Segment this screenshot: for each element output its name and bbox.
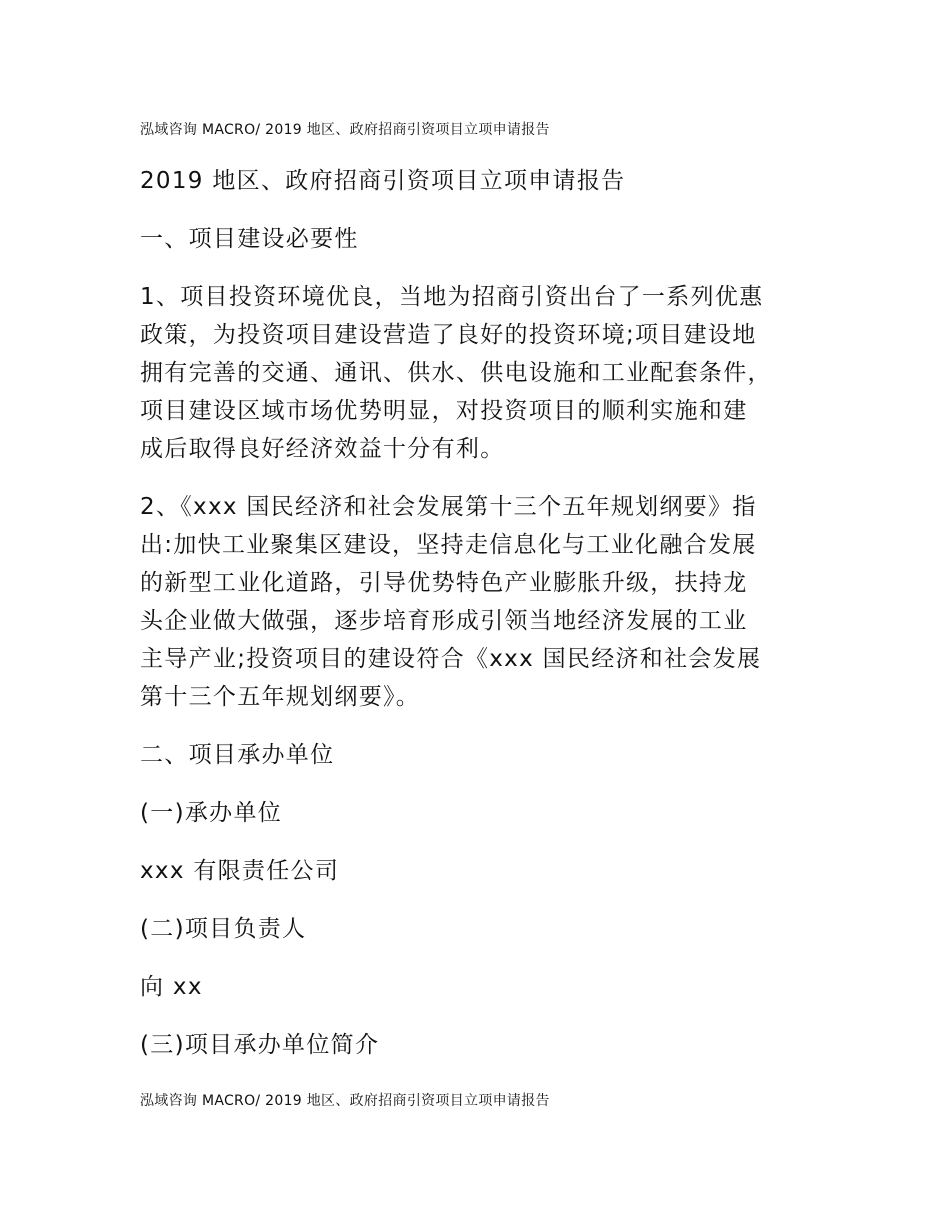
paragraph-line: 项目建设区域市场优势明显，对投资项目的顺利实施和建 <box>140 398 748 424</box>
page-header: 泓域咨询 MACRO/ 2019 地区、政府招商引资项目立项申请报告 <box>140 122 550 138</box>
paragraph-line: 政策，为投资项目建设营造了良好的投资环境;项目建设地 <box>140 322 757 348</box>
section-heading-organizer: 二、项目承办单位 <box>140 742 335 768</box>
section-heading-necessity: 一、项目建设必要性 <box>140 226 359 252</box>
paragraph-line: 1、项目投资环境优良，当地为招商引资出台了一系列优惠 <box>140 284 764 310</box>
project-lead-name: 向 xx <box>140 974 203 1000</box>
document-body <box>140 162 812 1064</box>
organizer-name: xxx 有限责任公司 <box>140 858 340 884</box>
paragraph-line: 出:加快工业聚集区建设，坚持走信息化与工业化融合发展 <box>140 532 757 558</box>
paragraph-five-year-plan <box>140 488 812 716</box>
subheading-organizer-intro: (三)项目承办单位简介 <box>140 1032 380 1058</box>
paragraph-line: 头企业做大做强，逐步培育形成引领当地经济发展的工业 <box>140 608 748 634</box>
paragraph-line: 拥有完善的交通、通讯、供水、供电设施和工业配套条件， <box>140 360 772 386</box>
paragraph-line: 主导产业;投资项目的建设符合《xxx 国民经济和社会发展 <box>140 646 762 672</box>
paragraph-line: 第十三个五年规划纲要》。 <box>140 684 421 710</box>
document-title: 2019 地区、政府招商引资项目立项申请报告 <box>140 168 626 194</box>
subheading-organizer: (一)承办单位 <box>140 800 283 826</box>
paragraph-line: 的新型工业化道路，引导优势特色产业膨胀升级，扶持龙 <box>140 570 748 596</box>
paragraph-line: 2、《xxx 国民经济和社会发展第十三个五年规划纲要》指 <box>140 494 757 520</box>
page-footer: 泓域咨询 MACRO/ 2019 地区、政府招商引资项目立项申请报告 <box>140 1093 550 1109</box>
paragraph-line: 成后取得良好经济效益十分有利。 <box>140 436 505 462</box>
subheading-project-lead: (二)项目负责人 <box>140 916 307 942</box>
paragraph-investment-environment <box>140 278 812 468</box>
